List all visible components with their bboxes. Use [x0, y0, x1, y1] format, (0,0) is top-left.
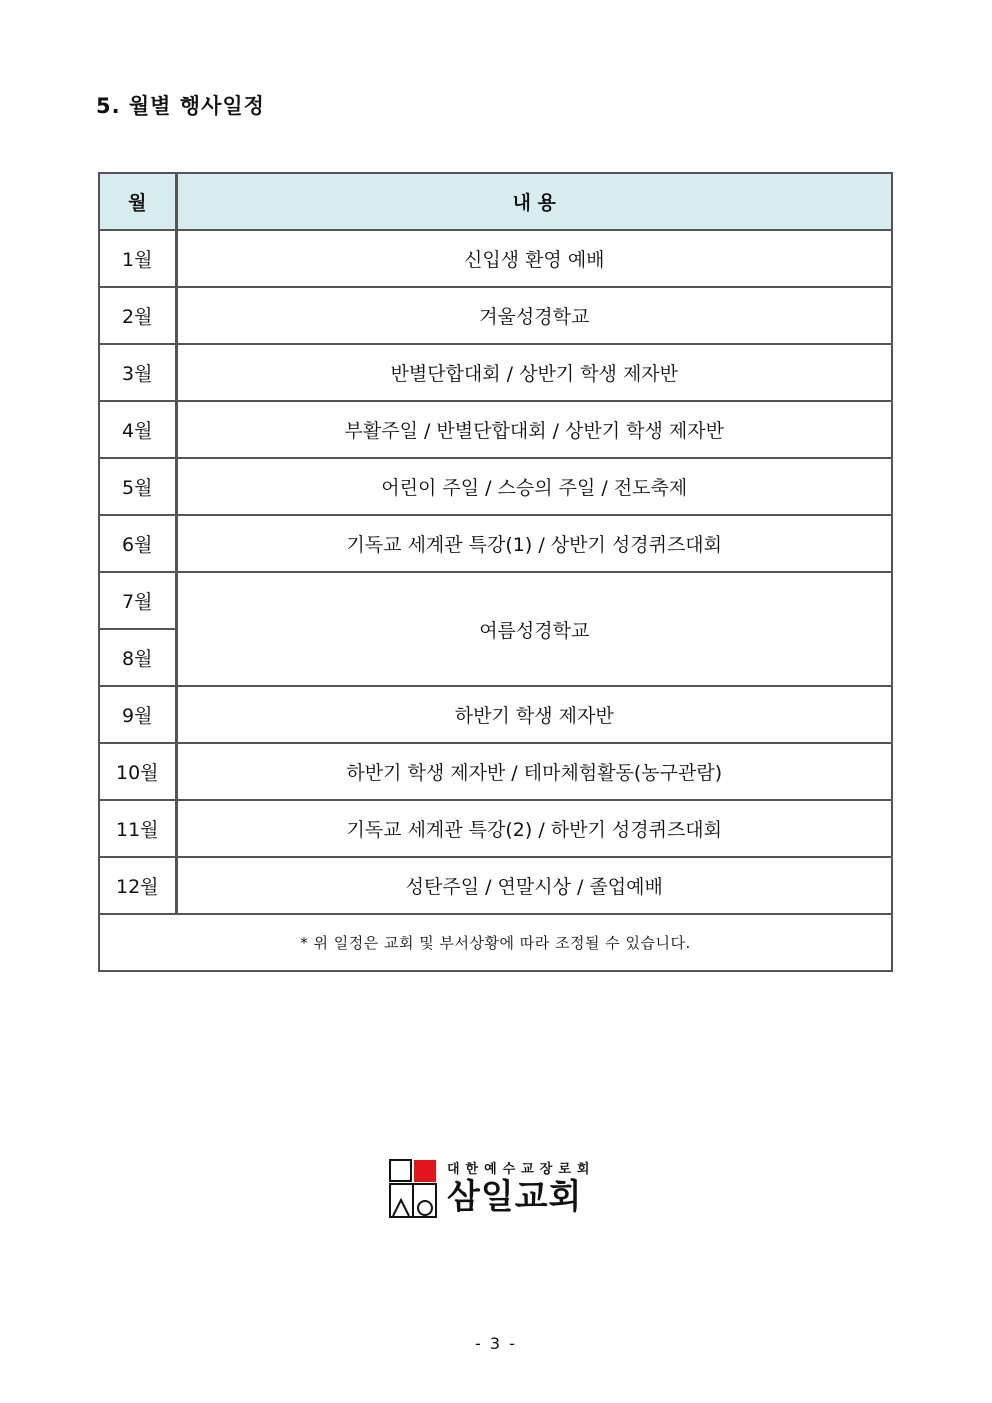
logo-church-name: 삼일교회 [447, 1177, 583, 1217]
church-logo [389, 1158, 605, 1220]
content-cell: 성탄주일 / 연말시상 / 졸업예배 [176, 857, 892, 914]
section-heading: 5. 월별 행사일정 [96, 94, 265, 118]
month-cell: 12월 [99, 857, 176, 914]
table-header-row [99, 173, 892, 230]
month-cell: 4월 [99, 401, 176, 458]
table-row [99, 515, 892, 572]
content-cell: 기독교 세계관 특강(1) / 상반기 성경퀴즈대회 [176, 515, 892, 572]
content-cell: 기독교 세계관 특강(2) / 하반기 성경퀴즈대회 [176, 800, 892, 857]
table-note-row [99, 914, 892, 971]
content-cell: 어린이 주일 / 스승의 주일 / 전도축제 [176, 458, 892, 515]
schedule-note: * 위 일정은 교회 및 부서상황에 따라 조정될 수 있습니다. [99, 914, 892, 971]
month-cell: 5월 [99, 458, 176, 515]
table-row [99, 287, 892, 344]
content-cell: 여름성경학교 [176, 572, 892, 686]
header-content: 내 용 [176, 173, 892, 230]
table-row [99, 344, 892, 401]
month-cell: 2월 [99, 287, 176, 344]
header-month: 월 [99, 173, 176, 230]
table-row [99, 572, 892, 629]
month-cell: 1월 [99, 230, 176, 287]
content-cell: 신입생 환영 예배 [176, 230, 892, 287]
church-logo-mark-icon [389, 1158, 439, 1220]
logo-red-square [414, 1160, 436, 1182]
table-row [99, 401, 892, 458]
month-cell: 11월 [99, 800, 176, 857]
logo-subtitle: 대한예수교장로회 [447, 1162, 596, 1177]
month-cell: 7월 [99, 572, 176, 629]
content-cell: 부활주일 / 반별단합대회 / 상반기 학생 제자반 [176, 401, 892, 458]
table-row [99, 800, 892, 857]
content-cell: 하반기 학생 제자반 / 테마체험활동(농구관람) [176, 743, 892, 800]
month-cell: 8월 [99, 629, 176, 686]
content-cell: 하반기 학생 제자반 [176, 686, 892, 743]
table-row [99, 686, 892, 743]
table-row [99, 230, 892, 287]
monthly-schedule-table [98, 172, 893, 972]
table-row [99, 743, 892, 800]
content-cell: 겨울성경학교 [176, 287, 892, 344]
month-cell: 6월 [99, 515, 176, 572]
content-cell: 반별단합대회 / 상반기 학생 제자반 [176, 344, 892, 401]
month-cell: 9월 [99, 686, 176, 743]
month-cell: 10월 [99, 743, 176, 800]
table-row [99, 458, 892, 515]
page-number: - 3 - [475, 1334, 517, 1353]
month-cell: 3월 [99, 344, 176, 401]
table-row [99, 857, 892, 914]
